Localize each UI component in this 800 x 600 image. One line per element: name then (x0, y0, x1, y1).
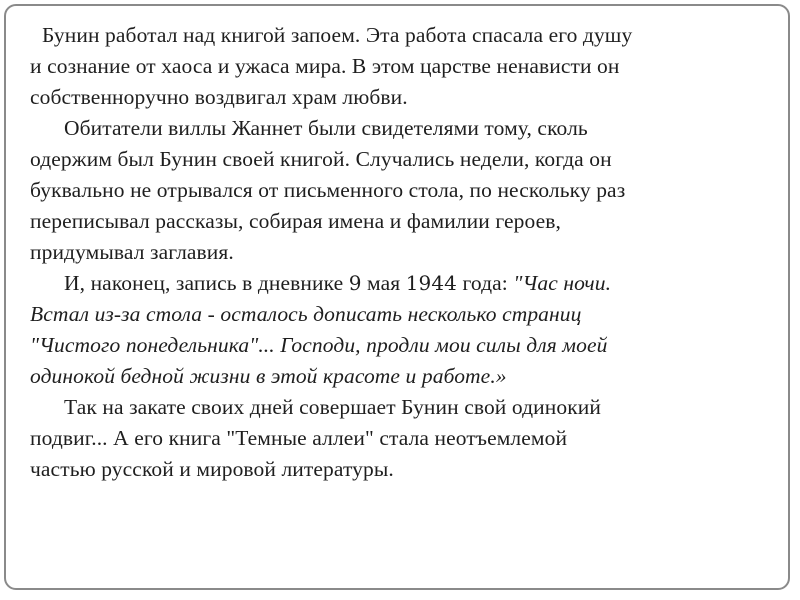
paragraph-1-line-1 (30, 20, 785, 51)
paragraph-2-line-4: переписывал рассказы, собирая имена и фамилии героев, (30, 209, 561, 233)
paragraph-2-line-5: придумывал заглавия. (30, 240, 234, 264)
paragraph-2 (30, 113, 785, 268)
paragraph-3-quote-line-2: Встал из-за стола - осталось дописать несколько страниц (30, 302, 582, 326)
paragraph-3-quote-line-3: "Чистого понедельника"... Господи, продли мои силы для моей (30, 333, 608, 357)
paragraph-3-line-1 (30, 268, 785, 299)
diary-year: 1944 (405, 271, 458, 295)
paragraph-1 (30, 20, 785, 113)
paragraph-2-line-1 (30, 113, 785, 144)
paragraph-1-line-3: собственноручно воздвигал храм любви. (30, 85, 408, 109)
diary-day: 9 (348, 271, 362, 295)
slide-frame (4, 4, 790, 590)
line-text: Так на закате своих дней совершает Бунин свой одинокий (64, 395, 601, 419)
paragraph-4-line-1 (30, 392, 785, 423)
line-text: Обитатели виллы Жаннет были свидетелями тому, сколь (64, 116, 588, 140)
diary-after-date: года: (457, 271, 514, 295)
paragraph-3-quote-line-4: одинокой бедной жизни в этой красоте и работе.» (30, 364, 507, 388)
paragraph-2-line-3: буквально не отрывался от письменного стола, по нескольку раз (30, 178, 626, 202)
paragraph-1-line-2: и сознание от хаоса и ужаса мира. В этом царстве ненависти он (30, 54, 620, 78)
diary-month: мая (361, 271, 406, 295)
paragraph-2-line-2: одержим был Бунин своей книгой. Случались недели, когда он (30, 147, 612, 171)
diary-intro: И, наконец, запись в дневнике (64, 271, 349, 295)
text-body (30, 20, 785, 485)
diary-quote-start: "Час ночи. (513, 271, 612, 295)
paragraph-3 (30, 268, 785, 392)
paragraph-4-line-2: подвиг... А его книга "Темные аллеи" стала неотъемлемой (30, 426, 568, 450)
line-text: Бунин работал над книгой запоем. Эта работа спасала его душу (42, 23, 633, 47)
paragraph-4 (30, 392, 785, 485)
paragraph-4-line-3: частью русской и мировой литературы. (30, 457, 394, 481)
